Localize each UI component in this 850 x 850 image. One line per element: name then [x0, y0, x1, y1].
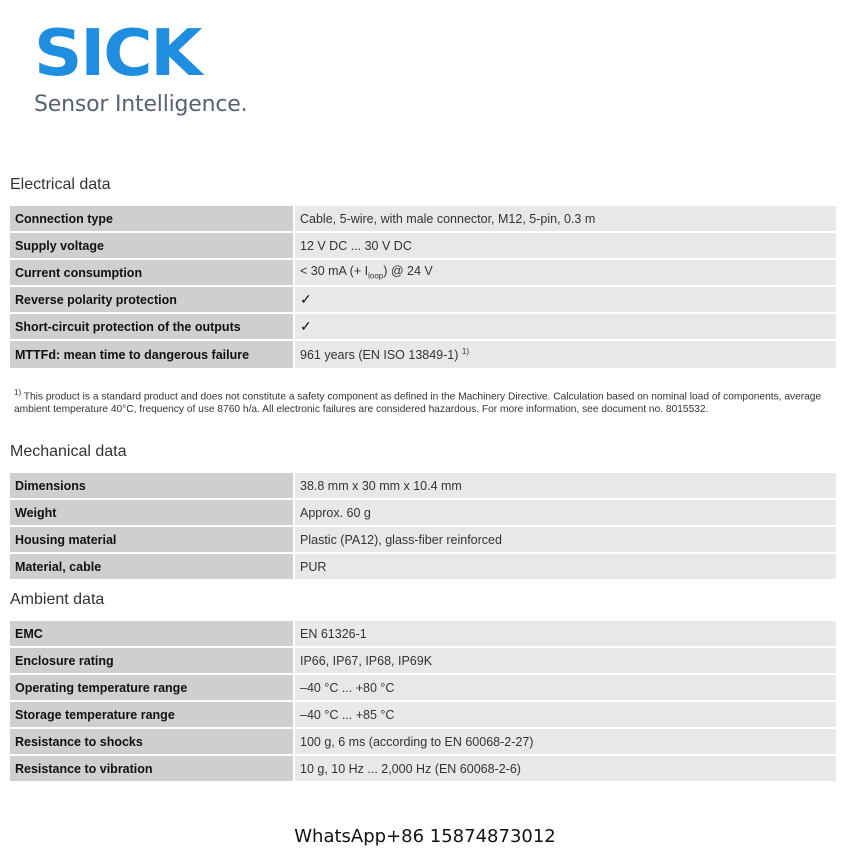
row-label: Connection type	[10, 206, 294, 232]
table-row	[10, 286, 836, 313]
row-value: –40 °C ... +85 °C	[294, 701, 836, 728]
row-label: Storage temperature range	[10, 701, 294, 728]
row-label: Current consumption	[10, 259, 294, 286]
row-value	[294, 259, 836, 286]
row-label: Material, cable	[10, 553, 294, 579]
ambient-data-table	[10, 621, 836, 781]
row-value: PUR	[294, 553, 836, 579]
value-text: < 30 mA (+ I	[300, 264, 369, 279]
electrical-data-title: Electrical data	[10, 176, 111, 193]
row-value: EN 61326-1	[294, 621, 836, 647]
row-label: Resistance to shocks	[10, 728, 294, 755]
row-value: Approx. 60 g	[294, 499, 836, 526]
row-value: 10 g, 10 Hz ... 2,000 Hz (EN 60068-2-6)	[294, 755, 836, 781]
table-row	[10, 259, 836, 286]
row-label: Operating temperature range	[10, 674, 294, 701]
row-value: 12 V DC ... 30 V DC	[294, 232, 836, 259]
ambient-data-title: Ambient data	[10, 591, 105, 608]
row-label: Housing material	[10, 526, 294, 553]
row-label: Reverse polarity protection	[10, 286, 294, 313]
footnote-text: This product is a standard product and does not constitute a safety component as defined in the Machinery Directive. Calculation based on nominal load of components, average ambient temperature 40°C, frequency of use 8760 h/a. All electronic failures are considered hazardous. For more information, see document no. 8015532.	[14, 391, 822, 416]
mechanical-data-title: Mechanical data	[10, 443, 127, 460]
table-row	[10, 232, 836, 259]
footnote-ref: 1)	[461, 346, 470, 356]
row-value: 100 g, 6 ms (according to EN 60068-2-27)	[294, 728, 836, 755]
table-row	[10, 755, 836, 781]
check-icon: ✓	[294, 313, 836, 340]
row-label: Dimensions	[10, 473, 294, 499]
table-row	[10, 313, 836, 340]
table-row	[10, 674, 836, 701]
electrical-data-table	[10, 206, 836, 368]
logo-tagline: Sensor Intelligence.	[34, 92, 248, 117]
table-row	[10, 553, 836, 579]
value-text: 961 years (EN ISO 13849-1)	[300, 348, 459, 363]
whatsapp-contact: WhatsApp+86 15874873012	[294, 826, 556, 847]
table-row	[10, 340, 836, 368]
table-row	[10, 701, 836, 728]
row-value: Plastic (PA12), glass-fiber reinforced	[294, 526, 836, 553]
table-row	[10, 206, 836, 232]
row-label: MTTFd: mean time to dangerous failure	[10, 340, 294, 368]
row-label: Short-circuit protection of the outputs	[10, 313, 294, 340]
row-value: IP66, IP67, IP68, IP69K	[294, 647, 836, 674]
footnote	[14, 386, 829, 416]
table-row	[10, 728, 836, 755]
row-value: 38.8 mm x 30 mm x 10.4 mm	[294, 473, 836, 499]
row-value: –40 °C ... +80 °C	[294, 674, 836, 701]
row-label: Resistance to vibration	[10, 755, 294, 781]
mechanical-data-table	[10, 473, 836, 579]
value-text: ) @ 24 V	[383, 264, 433, 279]
table-row	[10, 621, 836, 647]
row-value	[294, 340, 836, 368]
footnote-marker: 1)	[14, 388, 22, 397]
row-label: Enclosure rating	[10, 647, 294, 674]
table-row	[10, 647, 836, 674]
value-subscript: loop	[368, 271, 384, 281]
check-icon: ✓	[294, 286, 836, 313]
row-value: Cable, 5-wire, with male connector, M12, 5-pin, 0.3 m	[294, 206, 836, 232]
logo-wordmark: SICK	[34, 17, 201, 91]
table-row	[10, 526, 836, 553]
sick-logo	[34, 17, 248, 118]
row-label: Weight	[10, 499, 294, 526]
table-row	[10, 499, 836, 526]
row-label: EMC	[10, 621, 294, 647]
table-row	[10, 473, 836, 499]
row-label: Supply voltage	[10, 232, 294, 259]
